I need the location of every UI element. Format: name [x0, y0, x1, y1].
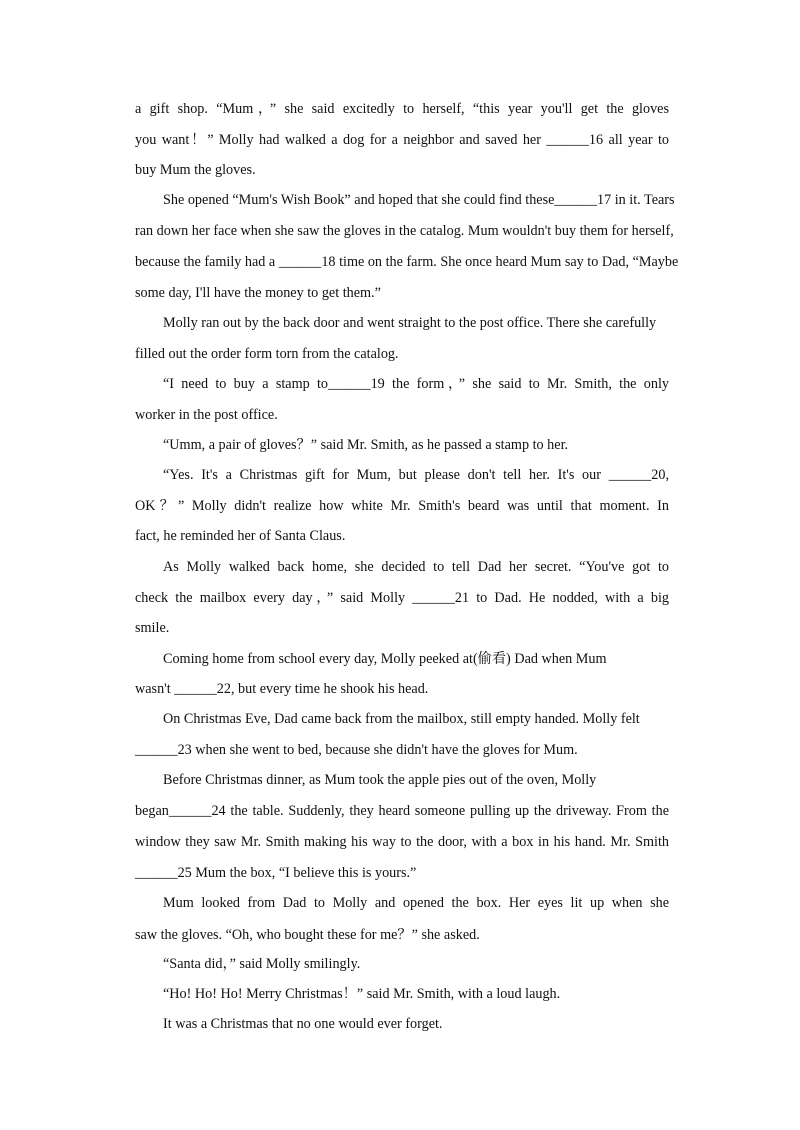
- text-line: fact, he reminded her of Santa Claus.: [135, 528, 346, 544]
- text-line: Molly ran out by the back door and went straight to the post office. There she carefully: [163, 315, 657, 331]
- text-line: On Christmas Eve, Dad came back from the mailbox, still empty handed. Molly felt: [163, 711, 640, 727]
- text-line: Coming home from school every day, Molly peeked at(偷看) Dad when Mum: [163, 651, 607, 667]
- text-line: saw the gloves. “Oh, who bought these for me？” she asked.: [135, 927, 480, 943]
- text-line: ______25 Mum the box, “I believe this is yours.”: [135, 865, 417, 881]
- text-line: OK？” Molly didn't realize how white Mr. Smith's beard was until that moment. In: [135, 498, 669, 514]
- text-line: “Ho! Ho! Ho! Merry Christmas！” said Mr. Smith, with a loud laugh.: [163, 986, 561, 1002]
- text-line: ran down her face when she saw the gloves in the catalog. Mum wouldn't buy them for herself,: [135, 223, 674, 239]
- text-line: buy Mum the gloves.: [135, 162, 256, 178]
- text-line: Mum looked from Dad to Molly and opened the box. Her eyes lit up when she: [163, 895, 669, 911]
- text-line: It was a Christmas that no one would ever forget.: [163, 1016, 443, 1032]
- text-line: a gift shop. “Mum，” she said excitedly to herself, “this year you'll get the gloves: [135, 101, 669, 117]
- text-line: filled out the order form torn from the catalog.: [135, 346, 399, 362]
- text-line: “Umm, a pair of gloves？” said Mr. Smith, as he passed a stamp to her.: [163, 437, 569, 453]
- text-line: some day, I'll have the money to get them.”: [135, 285, 381, 301]
- text-line: wasn't ______22, but every time he shook his head.: [135, 681, 429, 697]
- text-line: smile.: [135, 620, 170, 636]
- text-line: check the mailbox every day，” said Molly ______21 to Dad. He nodded, with a big: [135, 590, 669, 606]
- text-line: window they saw Mr. Smith making his way to the door, with a box in his hand. Mr. Smith: [135, 834, 669, 850]
- text-line: worker in the post office.: [135, 407, 278, 423]
- text-line: She opened “Mum's Wish Book” and hoped that she could find these______17 in it. Tears: [163, 192, 675, 208]
- text-line: “I need to buy a stamp to______19 the form，” she said to Mr. Smith, the only: [163, 376, 669, 392]
- text-line: “Santa did，” said Molly smilingly.: [163, 956, 361, 972]
- text-line: “Yes. It's a Christmas gift for Mum, but please don't tell her. It's our ______20,: [163, 467, 669, 483]
- text-line: you want！” Molly had walked a dog for a neighbor and saved her ______16 all year to: [135, 132, 669, 148]
- text-line: because the family had a ______18 time on the farm. She once heard Mum say to Dad, “Maybe: [135, 254, 679, 270]
- text-line: Before Christmas dinner, as Mum took the apple pies out of the oven, Molly: [163, 772, 597, 788]
- text-line: As Molly walked back home, she decided to tell Dad her secret. “You've got to: [163, 559, 669, 575]
- text-line: ______23 when she went to bed, because she didn't have the gloves for Mum.: [135, 742, 578, 758]
- text-line: began______24 the table. Suddenly, they heard someone pulling up the driveway. From the: [135, 803, 669, 819]
